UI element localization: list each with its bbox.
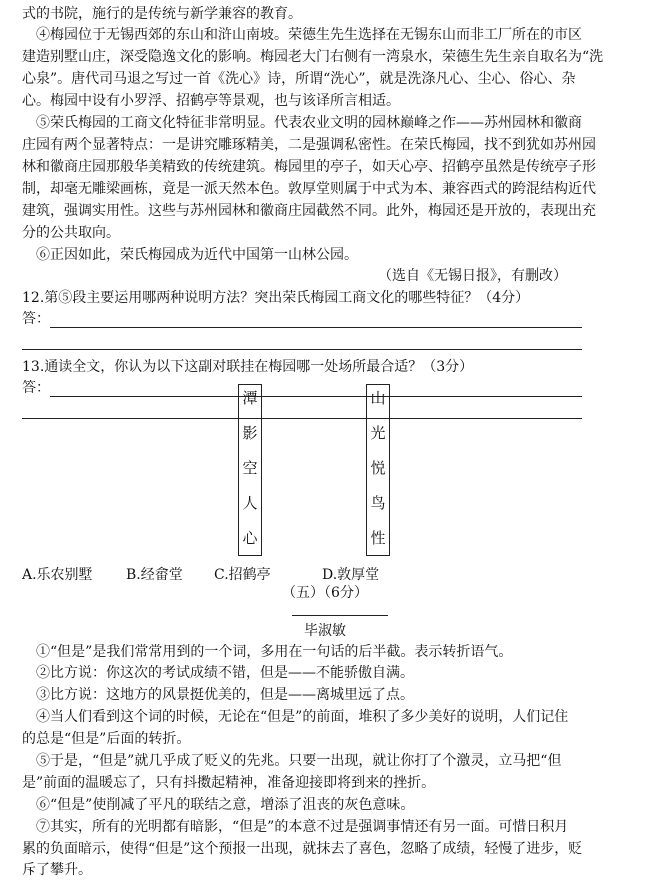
option-b[interactable]: B.经畲堂	[126, 567, 183, 583]
essay-line: ⑦其实，所有的光明都有暗影，“但是”的本意不过是强调事情还有另一面。可惜日积月	[36, 819, 569, 835]
answer-label: 答：	[22, 380, 50, 396]
essay-line: 是”前面的温暖忘了，只有抖擞起精神，准备迎接即将到来的挫折。	[22, 775, 436, 791]
answer-line	[22, 349, 582, 350]
passage-line: 心泉”。唐代司马退之写过一首《洗心》诗，所谓“洗心”，就是洗涤凡心、尘心、俗心、杂	[22, 71, 576, 87]
essay-line: ②比方说：你这次的考试成绩不错，但是——不能骄傲自满。	[36, 665, 414, 681]
couplet-char: 性	[370, 529, 386, 547]
passage-line: 林和徽商庄园那般华美精致的传统建筑。梅园里的亭子，如天心亭、招鹤亭虽然是传统亭子形	[22, 159, 596, 175]
couplet-char: 山	[370, 389, 386, 407]
essay-line: ③比方说：这地方的风景挺优美的，但是——离城里远了点。	[36, 687, 414, 703]
couplet-char: 心	[242, 529, 258, 547]
couplet-char: 人	[242, 494, 258, 512]
source-citation: （选自《无锡日报》，有删改）	[378, 268, 567, 284]
essay-line: 斥了攀升。	[22, 862, 92, 878]
essay-line: 累的负面暗示，使得“但是”这个预报一出现，就抹去了喜色，忽略了成绩，轻慢了进步，贬	[22, 841, 583, 857]
essay-line: ⑤于是，“但是”就几乎成了贬义的先兆。只要一出现，就让你打了个激灵，立马把“但	[36, 753, 562, 769]
couplet-char: 光	[370, 424, 386, 442]
passage-line: ⑥正因如此，荣氏梅园成为近代中国第一山林公园。	[36, 247, 358, 263]
passage-line: 心。梅园中设有小罗浮、招鹤亭等景观，也与该译所言相适。	[22, 93, 400, 109]
question-12: 12.第⑤段主要运用哪两种说明方法？突出荣氏梅园工商文化的哪些特征？（4分）	[22, 290, 530, 306]
answer-label: 答：	[22, 311, 50, 327]
passage-line: 制，却毫无雕梁画栋，竟是一派天然本色。敦厚堂则属于中式为本、兼容西式的跨混结构近代	[22, 181, 596, 197]
title-blank-line	[292, 615, 388, 616]
answer-area-13[interactable]	[22, 378, 622, 398]
passage-line: 分的公共取向。	[22, 225, 120, 241]
passage-line: ⑤荣氏梅园的工商文化特征非常明显。代表农业文明的园林巅峰之作——苏州园林和徽商	[36, 115, 582, 131]
passage-line: ④梅园位于无锡西郊的东山和浒山南坡。荣德生先生选择在无锡东山而非工厂所在的市区	[36, 27, 582, 43]
essay-line: ①“但是”是我们常常用到的一个词，多用在一句话的后半截。表示转折语气。	[36, 644, 513, 660]
essay-line: ⑥“但是”使削减了平凡的联结之意，增添了沮丧的灰色意味。	[36, 797, 415, 813]
author-name: 毕淑敏	[304, 623, 346, 639]
option-d[interactable]: D.敦厚堂	[322, 567, 380, 583]
passage-line: 建造别墅山庄，深受隐逸文化的影响。梅园老大门右侧有一湾泉水，荣德生先生亲自取名为“洗	[22, 49, 604, 65]
essay-line: 的总是“但是”后面的转折。	[22, 731, 191, 747]
couplet-char: 鸟	[370, 494, 386, 512]
question-13: 13.通读全文，你认为以下这副对联挂在梅园哪一处场所最合适？（3分）	[22, 359, 474, 375]
option-c[interactable]: C.招鹤亭	[214, 567, 271, 583]
passage-line: 式的书院，施行的是传统与新学兼容的教育。	[22, 6, 302, 22]
option-a[interactable]: A.乐农别墅	[22, 567, 93, 583]
answer-line	[50, 327, 582, 328]
answer-area-12[interactable]	[22, 309, 622, 329]
answer-line	[22, 418, 582, 419]
passage-line: 庄园有两个显著特点：一是讲究雕琢精美，二是强调私密性。在荣氏梅园，找不到犹如苏州园	[22, 137, 596, 153]
couplet-char: 空	[242, 459, 258, 477]
couplet-right-scroll	[366, 384, 390, 556]
essay-line: ④当人们看到这个词的时候，无论在“但是”的前面，堆积了多少美好的说明，人们记住	[36, 709, 569, 725]
couplet-char: 影	[242, 424, 258, 442]
answer-line	[50, 396, 582, 397]
couplet-left-scroll	[238, 384, 262, 556]
couplet-char: 潭	[242, 389, 258, 407]
passage-line: 建筑，强调实用性。这些与苏州园林和徽商庄园截然不同。此外，梅园还是开放的，表现出充	[22, 203, 596, 219]
section-heading: （五）（6分）	[282, 585, 368, 601]
couplet-char: 悦	[370, 459, 386, 477]
